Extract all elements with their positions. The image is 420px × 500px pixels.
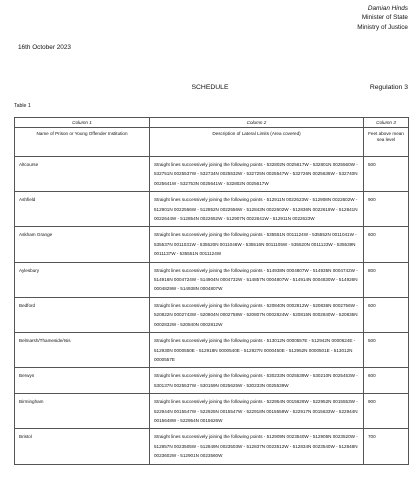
lateral-limits-cell: Straight lines successively joining the following points - 532802N 0025617W - 532801N 0025560W - 532751N 0025537W - 532734N 0025532W - 532725N 0025547W - 532726N 0025636W - 532740N 0025641W - 532753N 0025641W - 532802N 0025617W: [150, 157, 364, 192]
lateral-limits-cell: Straight lines successively joining the following points - 513012N 0000557E - 512942N 0000624E - 512930N 0000550E - 512918N 0000540E - 512927N 0000450E - 512952N 0000501E - 513012N 0000557E: [150, 333, 364, 368]
prison-name-cell: Ashfield: [15, 192, 150, 227]
height-cell: 700: [364, 429, 409, 464]
height-cell: 600: [364, 227, 409, 262]
height-cell: 600: [364, 297, 409, 332]
column-header-name: Name of Prison or Young Offender Institution: [15, 128, 150, 157]
prison-name-cell: Bristol: [15, 429, 150, 464]
table-row: [15, 368, 409, 394]
column-header-description: Description of Lateral Limits (Area covered): [150, 128, 364, 157]
column-number: Column 1: [15, 118, 150, 128]
height-cell: 900: [364, 394, 409, 429]
signatory-name: Damian Hinds: [367, 5, 408, 12]
department-name: Ministry of Justice: [357, 23, 408, 31]
table-row: [15, 157, 409, 192]
table-row: [15, 297, 409, 332]
signatory-block: [357, 4, 408, 32]
prison-name-cell: Askham Grange: [15, 227, 150, 262]
lateral-limits-cell: Straight lines successively joining the following points - 522954N 0015626W - 522952N 0015553W - 522944N 0015547W - 522925N 0015547W - 522918N 0015558W - 522917N 0015633W - 522944N 0015648W - 522954N 0015626W: [150, 394, 364, 429]
lateral-limits-cell: Straight lines successively joining the following points - 530233N 0025539W - 530210N 0025453W - 530137N 0025537W - 530159N 0025625W - 530233N 0025539W: [150, 368, 364, 394]
column-number: Column 2: [150, 118, 364, 128]
lateral-limits-cell: Straight lines successively joining the following points - 535551N 0011124W - 535552N 0011041W - 535537N 0011031W - 535520N 0011046W - 535516N 0011105W - 535520N 0011123W - 535539N 0011137W - 535551N 0011124W: [150, 227, 364, 262]
table-row: [15, 227, 409, 262]
prison-name-cell: Altcourse: [15, 157, 150, 192]
table-row: [15, 394, 409, 429]
lateral-limits-cell: Straight lines successively joining the following points - 520840N 0002812W - 520836N 0002756W - 520822N 0002743W - 520804N 0002758W - 520807N 0002824W - 520815N 0002840W - 520835N 0002832W - 520840N 0002812W: [150, 297, 364, 332]
schedule-table: [14, 117, 409, 465]
table-row: [15, 333, 409, 368]
column-header-height: Feet above mean sea level: [364, 128, 409, 157]
height-cell: 600: [364, 368, 409, 394]
column-number-row: [15, 118, 409, 128]
height-cell: 800: [364, 262, 409, 297]
signatory-title: Minister of State: [361, 14, 408, 22]
table-label: Table 1: [14, 103, 31, 109]
prison-name-cell: Birmingham: [15, 394, 150, 429]
height-cell: 900: [364, 192, 409, 227]
regulation-reference: Regulation 3: [369, 84, 408, 91]
document-date: 16th October 2023: [18, 44, 71, 51]
height-cell: 500: [364, 157, 409, 192]
lateral-limits-cell: Straight lines successively joining the following points - 512911N 0022623W - 512908N 0022602W - 512901N 0022556W - 512852N 0022556W - 512843N 0022602W - 512836N 0022619W - 512841N 0022644W - 512854N 0022652W - 512907N 0022641W - 512911N 0022623W: [150, 192, 364, 227]
prison-name-cell: Berwyn: [15, 368, 150, 394]
table-row: [15, 262, 409, 297]
prison-name-cell: Bedford: [15, 297, 150, 332]
schedule-title: SCHEDULE: [191, 84, 229, 91]
table-body: [15, 157, 409, 465]
column-number: Column 3: [364, 118, 409, 128]
table-row: [15, 429, 409, 464]
column-header-row: [15, 128, 409, 157]
lateral-limits-cell: Straight lines successively joining the following points - 512909N 0023540W - 512905N 0023520W - 512857N 0023505W - 512849N 0023503W - 512837N 0023512W - 512834N 0023540W - 512848N 0023602W - 512901N 0023560W: [150, 429, 364, 464]
height-cell: 500: [364, 333, 409, 368]
table-row: [15, 192, 409, 227]
lateral-limits-cell: Straight lines successively joining the following points - 514938N 0004807W - 514935N 0004742W - 514916N 0004724W - 514904N 0004732W - 514857N 0004807W - 514914N 0004830W - 514926N 0004829W - 514938N 0004807W: [150, 262, 364, 297]
prison-name-cell: Aylesbury: [15, 262, 150, 297]
prison-name-cell: Belmarsh/Thameside/Isis: [15, 333, 150, 368]
